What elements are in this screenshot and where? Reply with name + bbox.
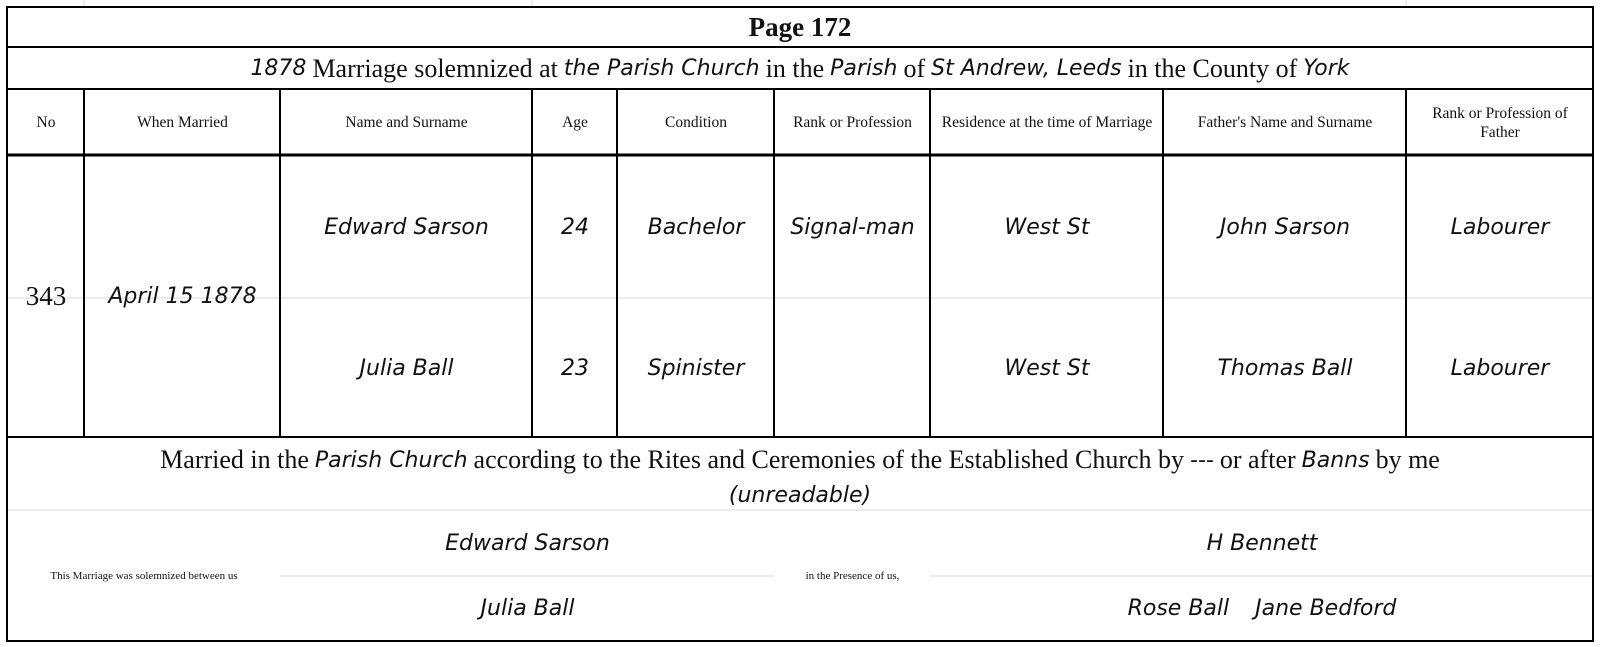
marriage-date: April 15 1878 xyxy=(108,284,257,309)
bride-father-profession: Labourer xyxy=(1450,355,1550,381)
rites-dashes: --- xyxy=(1190,447,1214,473)
witness-signature-2: Rose Ball xyxy=(1127,596,1230,621)
bride-profession xyxy=(775,299,930,437)
column-header-name: Name and Surname xyxy=(345,114,468,131)
column-header-no: No xyxy=(36,114,56,131)
groom-age: 24 xyxy=(561,214,589,240)
groom-profession: Signal-man xyxy=(790,214,915,240)
heading-place: the Parish Church xyxy=(563,56,760,81)
register-heading xyxy=(8,48,1592,89)
bride-condition: Spinister xyxy=(647,355,745,381)
heading-parish: St Andrew, Leeds xyxy=(931,56,1122,81)
officiant-signature: (unreadable) xyxy=(728,482,872,508)
groom-name: Edward Sarson xyxy=(324,214,489,240)
bride-residence: West St xyxy=(1004,355,1090,381)
bride-father-name: Thomas Ball xyxy=(1217,355,1353,381)
column-header-father-profession: Rank or Profession of Father xyxy=(1432,104,1568,141)
groom-condition: Bachelor xyxy=(647,214,745,240)
groom-father-profession: Labourer xyxy=(1450,214,1550,240)
column-header-profession: Rank or Profession xyxy=(793,114,912,131)
witness-signatures-row xyxy=(931,577,1593,640)
rites-text-2: according to the Rites and Ceremonies of the Established Church by xyxy=(473,445,1185,474)
rites-text-3: or after xyxy=(1219,445,1296,474)
groom-residence: West St xyxy=(1004,214,1090,240)
bride-age: 23 xyxy=(561,355,589,381)
witness-signature-1: H Bennett xyxy=(1206,531,1318,556)
groom-signature: Edward Sarson xyxy=(445,531,610,556)
heading-year: 1878 xyxy=(250,56,307,81)
column-header-when-married: When Married xyxy=(137,114,228,131)
presence-label: in the Presence of us, xyxy=(805,569,900,582)
rites-banns: Banns xyxy=(1301,447,1370,473)
page-title: Page 172 xyxy=(748,12,852,42)
groom-father-name: John Sarson xyxy=(1219,214,1351,240)
heading-county: York xyxy=(1303,56,1350,81)
heading-text-2: in the xyxy=(765,53,825,83)
column-header-residence: Residence at the time of Marriage xyxy=(941,114,1153,131)
witness-signature-3: Jane Bedford xyxy=(1255,596,1397,621)
heading-text-4: in the County of xyxy=(1127,53,1298,83)
bride-signature: Julia Ball xyxy=(480,596,575,621)
rites-place: Parish Church xyxy=(314,447,468,473)
column-header-age: Age xyxy=(562,114,588,131)
heading-text-3: of xyxy=(903,53,926,83)
column-header-condition: Condition xyxy=(664,114,727,131)
column-header-father-name: Father's Name and Surname xyxy=(1197,114,1373,131)
rites-statement xyxy=(8,440,1592,480)
heading-text-1: Marriage solemnized at xyxy=(312,53,558,83)
bride-name: Julia Ball xyxy=(359,355,454,381)
heading-type: Parish xyxy=(830,56,898,81)
solemnized-between-label: This Marriage was solemnized between us xyxy=(50,569,238,582)
entry-number: 343 xyxy=(25,281,67,311)
rites-text-1: Married in the xyxy=(160,445,309,474)
rites-text-4: by me xyxy=(1375,445,1440,474)
